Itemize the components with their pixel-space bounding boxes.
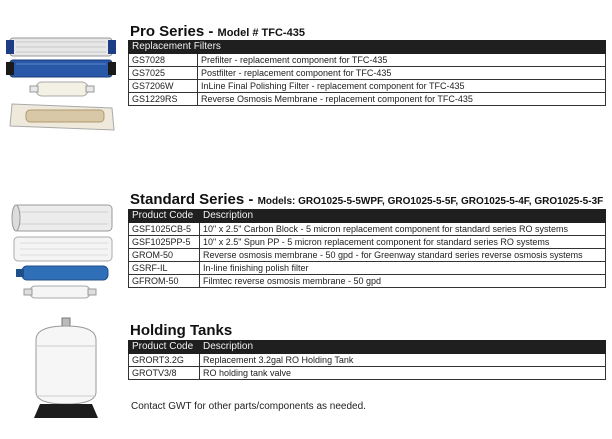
holding-tank-image	[34, 318, 98, 418]
spun-pp-image	[14, 237, 112, 261]
standard-series-name: Standard Series -	[130, 191, 254, 208]
product-code: GSF1025CB-5	[129, 223, 200, 236]
product-code: GS7206W	[129, 80, 198, 93]
product-description: Reverse osmosis membrane - 50 gpd - for Greenway standard series reverse osmosis systems	[200, 249, 606, 262]
holding-tanks-title: Holding Tanks	[130, 322, 233, 339]
product-description: Filmtec reverse osmosis membrane - 50 gpd	[200, 275, 606, 288]
inline-polish-image	[24, 286, 96, 298]
product-code: GROM-50	[129, 249, 200, 262]
table-row	[129, 67, 606, 80]
table-row	[129, 236, 606, 249]
standard-series-title	[130, 191, 603, 208]
description-header: Description	[200, 210, 606, 223]
product-code: GRORT3.2G	[129, 354, 200, 367]
ro-membrane-image	[16, 266, 108, 280]
pro-series-title	[130, 23, 305, 40]
carbon-block-image	[12, 205, 112, 231]
product-code: GROTV3/8	[129, 367, 200, 380]
table-row	[129, 80, 606, 93]
product-description: InLine Final Polishing Filter - replacement component for TFC-435	[198, 80, 606, 93]
contact-note: Contact GWT for other parts/components as needed.	[131, 401, 366, 412]
product-code: GS7028	[129, 54, 198, 67]
product-description: Postfilter - replacement component for TFC-435	[198, 67, 606, 80]
product-description: Replacement 3.2gal RO Holding Tank	[200, 354, 606, 367]
table-row	[129, 354, 606, 367]
table-row	[129, 275, 606, 288]
standard-series-table	[128, 209, 606, 288]
table-row	[129, 249, 606, 262]
table-row	[129, 367, 606, 380]
holding-tanks-table	[128, 340, 606, 380]
product-code: GS1229RS	[129, 93, 198, 106]
product-code: GSF1025PP-5	[129, 236, 200, 249]
replacement-filters-header: Replacement Filters	[129, 41, 606, 54]
product-description: RO holding tank valve	[200, 367, 606, 380]
standard-series-models: Models: GRO1025-5-5WPF, GRO1025-5-5F, GRO1025-5-4F, GRO1025-5-3F	[257, 196, 604, 207]
product-description: Reverse Osmosis Membrane - replacement component for TFC-435	[198, 93, 606, 106]
product-description: In-line finishing polish filter	[200, 262, 606, 275]
product-code: GSRF-IL	[129, 262, 200, 275]
inline-filter-image	[30, 82, 94, 96]
product-code-header: Product Code	[129, 210, 200, 223]
pro-series-model: Model # TFC-435	[217, 27, 305, 39]
product-description: 10" x 2.5" Carbon Block - 5 micron replacement component for standard series RO systems	[200, 223, 606, 236]
table-row	[129, 93, 606, 106]
table-row	[129, 262, 606, 275]
product-code: GFROM-50	[129, 275, 200, 288]
product-description: 10" x 2.5" Spun PP - 5 micron replacement component for standard series RO systems	[200, 236, 606, 249]
product-description: Prefilter - replacement component for TFC-435	[198, 54, 606, 67]
table-header-row	[129, 210, 606, 223]
product-code: GS7025	[129, 67, 198, 80]
membrane-bag-image	[10, 104, 114, 130]
table-header-row	[129, 41, 606, 54]
table-row	[129, 54, 606, 67]
table-header-row	[129, 341, 606, 354]
pro-series-table	[128, 40, 606, 106]
product-code-header: Product Code	[129, 341, 200, 354]
table-row	[129, 223, 606, 236]
pro-series-name: Pro Series -	[130, 23, 214, 40]
description-header: Description	[200, 341, 606, 354]
prefilter-image	[6, 38, 116, 56]
product-images	[0, 0, 128, 439]
postfilter-image	[6, 60, 116, 77]
